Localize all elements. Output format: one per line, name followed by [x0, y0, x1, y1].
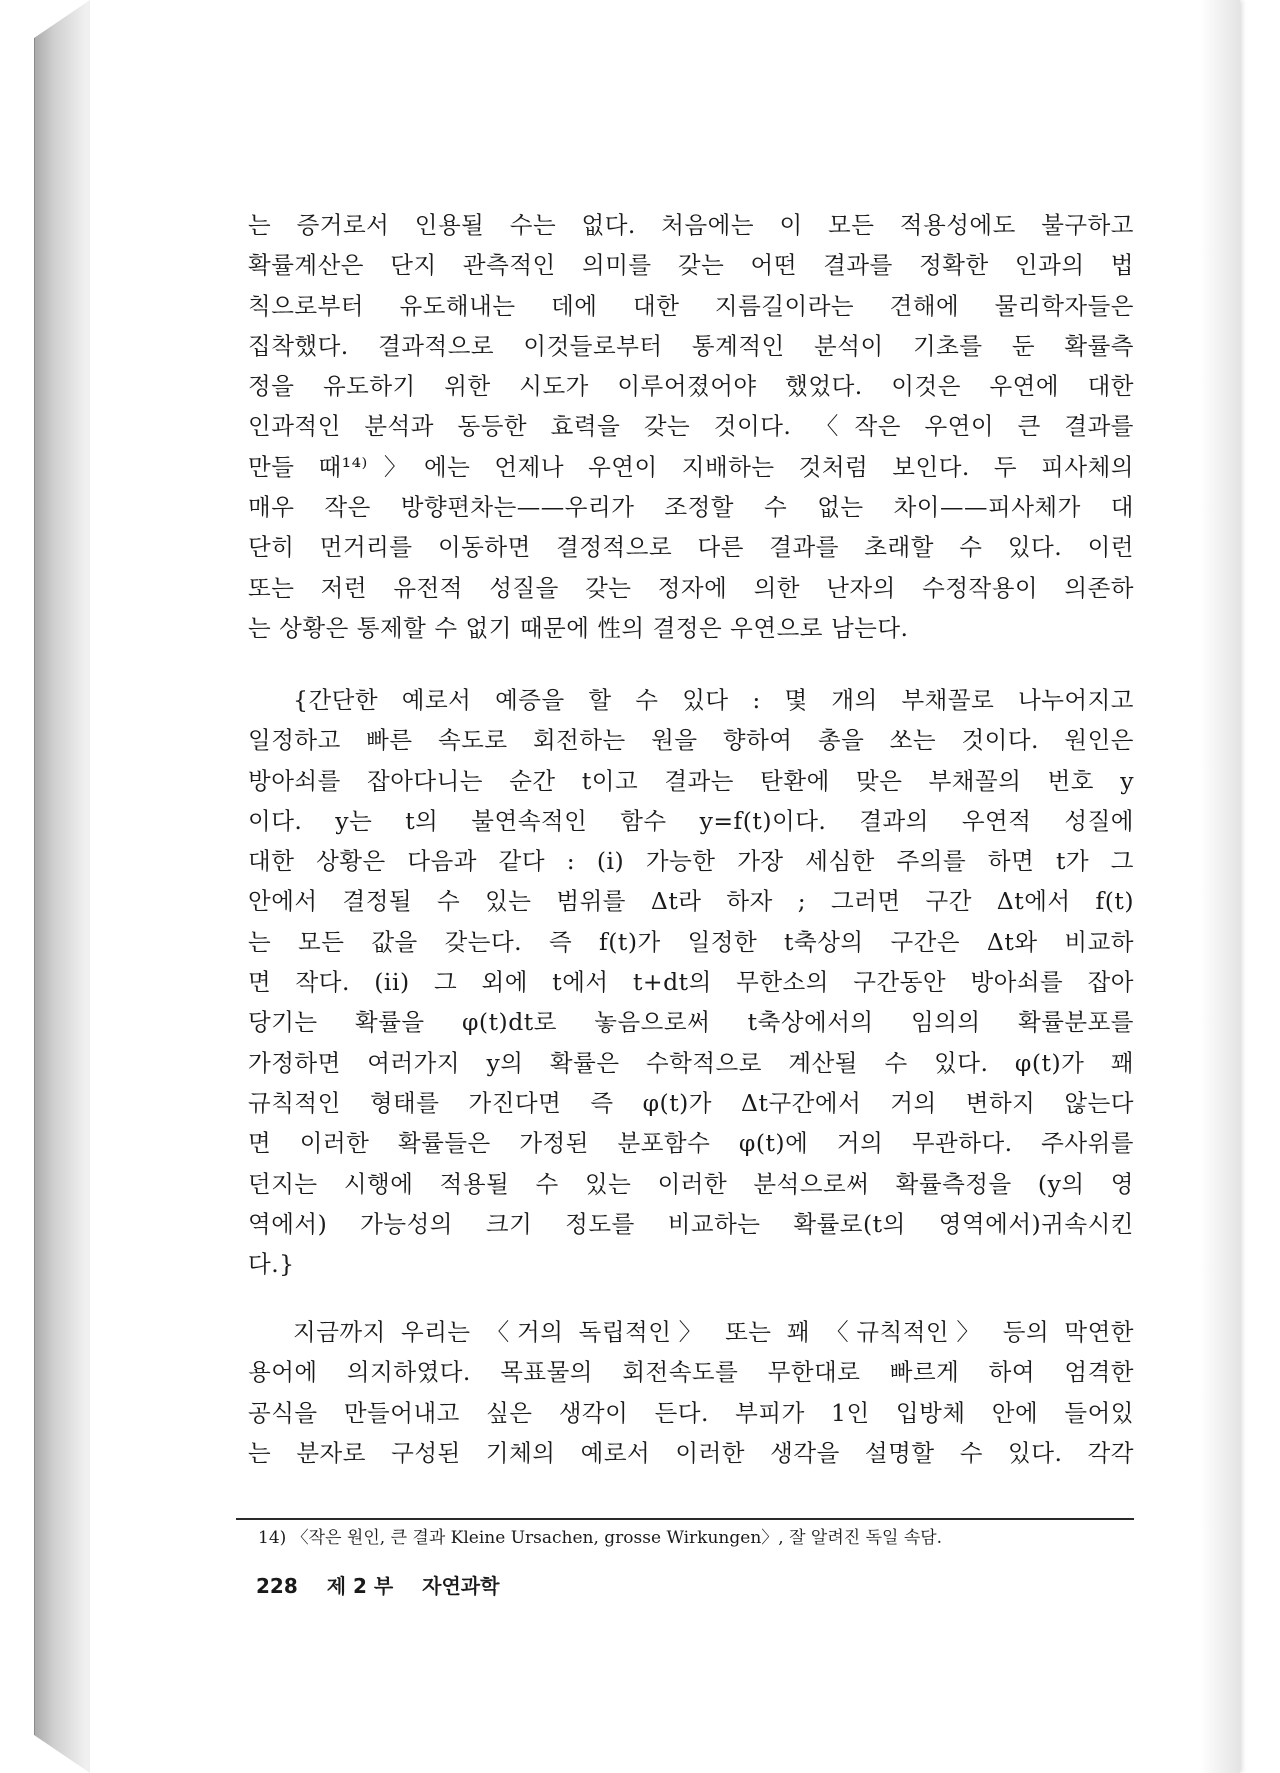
- text-line: 는 증거로서 인용될 수는 없다. 처음에는 이 모든 적용성에도 불구하고: [248, 211, 1134, 239]
- text-line: 만들 때¹⁴⁾〉에는 언제나 우연이 지배하는 것처럼 보인다. 두 피사체의: [248, 452, 1134, 481]
- paragraph-3: [248, 1312, 1134, 1473]
- text-line: 확률계산은 단지 관측적인 의미를 갖는 어떤 결과를 정확한 인과의 법: [248, 251, 1134, 280]
- text-line: 공식을 만들어내고 싶은 생각이 든다. 부피가 1인 입방체 안에 들어있: [248, 1398, 1134, 1427]
- text-line: {간단한 예로서 예증을 할 수 있다 : 몇 개의 부채꼴로 나누어지고: [293, 686, 1134, 714]
- text-line: 면 작다. (ii) 그 외에 t에서 t+dt의 무한소의 구간동안 방아쇠를 잡아: [248, 968, 1134, 997]
- text-line: 용어에 의지하였다. 목표물의 회전속도를 무한대로 빠르게 하여 엄격한: [248, 1358, 1134, 1387]
- page-footer: [256, 1572, 499, 1600]
- text-line: 는 분자로 구성된 기체의 예로서 이러한 생각을 설명할 수 있다. 각각: [248, 1438, 1134, 1467]
- text-line: 이다. y는 t의 불연속적인 함수 y=f(t)이다. 결과의 우연적 성질에: [248, 806, 1134, 835]
- text-line: 면 이러한 확률들은 가정된 분포함수 φ(t)에 거의 무관하다. 주사위를: [248, 1129, 1134, 1158]
- text-line: 가정하면 여러가지 y의 확률은 수학적으로 계산될 수 있다. φ(t)가 꽤: [248, 1048, 1134, 1077]
- text-line: 던지는 시행에 적용될 수 있는 이러한 분석으로써 확률측정을 (y의 영: [248, 1169, 1134, 1198]
- part-label: 제 2 부: [326, 1574, 394, 1598]
- text-line: 규칙적인 형태를 가진다면 즉 φ(t)가 Δt구간에서 거의 변하지 않는다: [248, 1088, 1134, 1117]
- footnote: 14) 〈작은 원인, 큰 결과 Kleine Ursachen, grosse Wirkungen〉, 잘 알려진 독일 속담.: [258, 1528, 943, 1548]
- text-line: 역에서) 가능성의 크기 정도를 비교하는 확률로(t의 영역에서)귀속시킨: [248, 1209, 1134, 1238]
- section-label: 자연과학: [422, 1574, 500, 1598]
- text-line: 정을 유도하기 위한 시도가 이루어졌어야 했었다. 이것은 우연에 대한: [248, 372, 1134, 401]
- text-line: 인과적인 분석과 동등한 효력을 갖는 것이다. 〈작은 우연이 큰 결과를: [248, 412, 1134, 441]
- page-shadow: [1200, 0, 1240, 1773]
- text-line-last: 는 상황은 통제할 수 없기 때문에 性의 결정은 우연으로 남는다.: [248, 613, 909, 642]
- paragraph-1: [248, 205, 1134, 648]
- text-line: 일정하고 빠른 속도로 회전하는 원을 향하여 총을 쏘는 것이다. 원인은: [248, 726, 1134, 755]
- text-line: 안에서 결정될 수 있는 범위를 Δt라 하자 ; 그러면 구간 Δt에서 f(t): [248, 887, 1134, 916]
- footnote-divider: [236, 1518, 1134, 1520]
- text-line: 는 모든 값을 갖는다. 즉 f(t)가 일정한 t축상의 구간은 Δt와 비교하: [248, 927, 1134, 956]
- text-line-last: 다.}: [248, 1250, 295, 1279]
- page-number: 228: [256, 1574, 298, 1598]
- text-line: 지금까지 우리는 〈거의 독립적인〉 또는 꽤 〈규칙적인〉 등의 막연한: [293, 1318, 1134, 1346]
- text-line: 집착했다. 결과적으로 이것들로부터 통계적인 분석이 기초를 둔 확률측: [248, 331, 1134, 360]
- book-page-edges: [34, 0, 90, 1773]
- text-line: 또는 저런 유전적 성질을 갖는 정자에 의한 난자의 수정작용이 의존하: [248, 573, 1134, 602]
- paragraph-2: [248, 680, 1134, 1284]
- book-spine-line: [34, 38, 35, 1735]
- text-line: 칙으로부터 유도해내는 데에 대한 지름길이라는 견해에 물리학자들은: [248, 291, 1134, 320]
- text-line: 방아쇠를 잡아다니는 순간 t이고 결과는 탄환에 맞은 부채꼴의 번호 y: [248, 766, 1134, 795]
- text-line: 매우 작은 방향편차는——우리가 조정할 수 없는 차이——피사체가 대: [248, 493, 1134, 522]
- text-line: 대한 상황은 다음과 같다 : (i) 가능한 가장 세심한 주의를 하면 t가 그: [248, 847, 1134, 876]
- text-line: 당기는 확률을 φ(t)dt로 놓음으로써 t축상에서의 임의의 확률분포를: [248, 1008, 1134, 1037]
- text-line: 단히 먼거리를 이동하면 결정적으로 다른 결과를 초래할 수 있다. 이런: [248, 533, 1134, 562]
